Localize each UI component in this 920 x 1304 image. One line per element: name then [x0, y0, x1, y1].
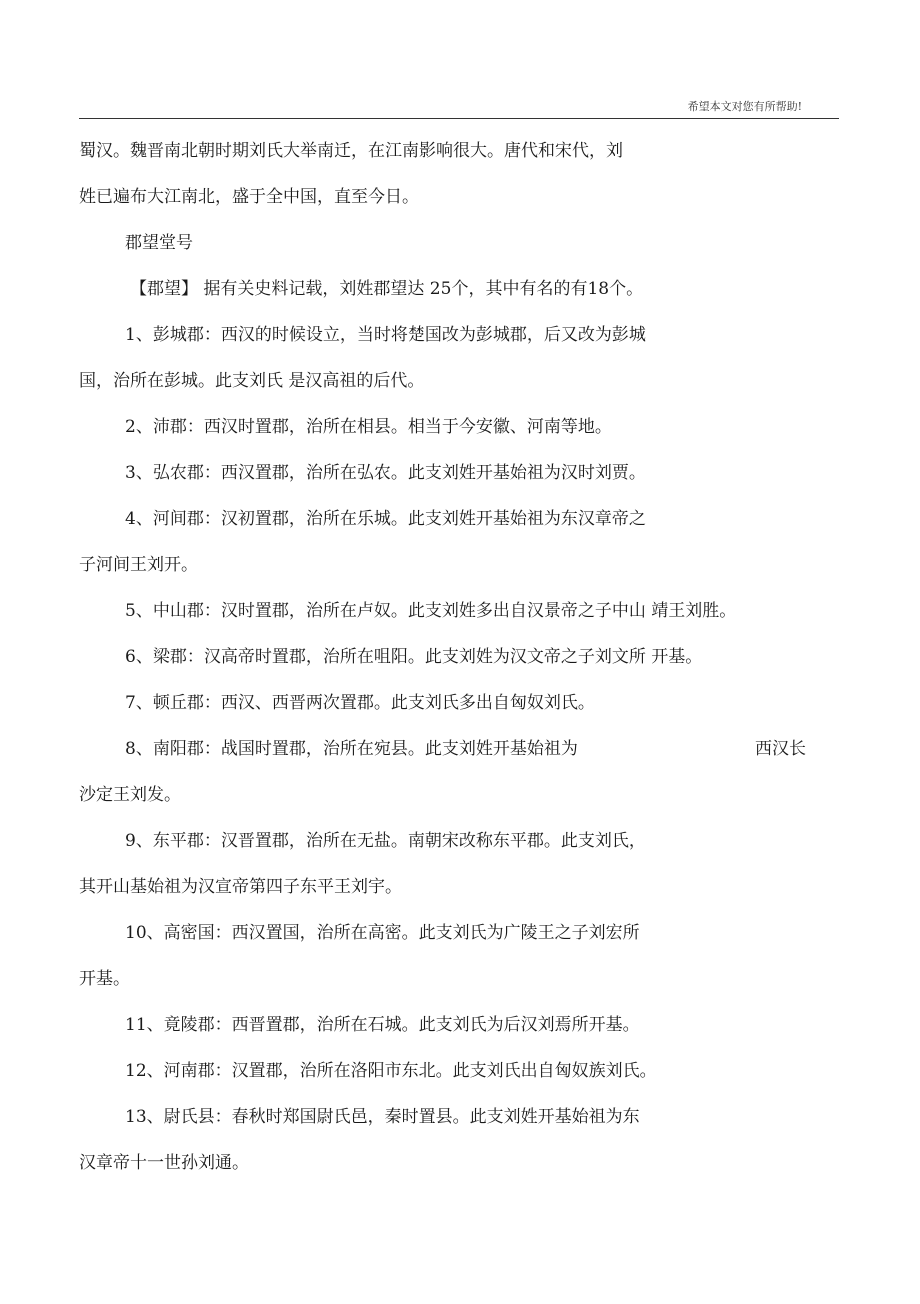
text-line: 12、河南郡：汉置郡，治所在洛阳市东北。此支刘氏出自匈奴族刘氏。: [125, 1061, 657, 1081]
text-line: 1、彭城郡：西汉的时候设立，当时将楚国改为彭城郡，后又改为彭城: [125, 325, 646, 345]
text-line: 5、中山郡：汉时置郡，治所在卢奴。此支刘姓多出自汉景帝之子中山 靖王刘胜。: [125, 601, 737, 621]
text-line: 13、尉氏县：春秋时郑国尉氏邑，秦时置县。此支刘姓开基始祖为东: [125, 1107, 640, 1127]
header-divider: [79, 118, 839, 119]
text-line: 6、梁郡：汉高帝时置郡，治所在咀阳。此支刘姓为汉文帝之子刘文所 开基。: [125, 647, 703, 667]
text-line: 国，治所在彭城。此支刘氏 是汉高祖的后代。: [79, 371, 425, 391]
text-line: 4、河间郡：汉初置郡，治所在乐城。此支刘姓开基始祖为东汉章帝之: [125, 509, 646, 529]
text-line: 3、弘农郡：西汉置郡，治所在弘农。此支刘姓开基始祖为汉时刘贾。: [125, 463, 646, 483]
text-line: 汉章帝十一世孙刘通。: [79, 1153, 249, 1173]
text-line: 沙定王刘发。: [79, 785, 181, 805]
text-line: 子河间王刘开。: [79, 555, 198, 575]
text-line: 西汉长: [755, 739, 806, 759]
text-line: 11、竟陵郡：西晋置郡，治所在石城。此支刘氏为后汉刘焉所开基。: [125, 1015, 640, 1035]
header-note: 希望本文对您有所帮助!: [687, 100, 802, 113]
text-line: 蜀汉。魏晋南北朝时期刘氏大举南迁，在江南影响很大。唐代和宋代，刘: [79, 141, 623, 161]
text-line: 【郡望】 据有关史料记载，刘姓郡望达 25个，其中有名的有18个。: [130, 279, 644, 299]
text-line: 姓已遍布大江南北，盛于全中国，直至今日。: [79, 187, 419, 207]
text-line: 其开山基始祖为汉宣帝第四子东平王刘宇。: [79, 877, 402, 897]
text-line: 开基。: [79, 969, 130, 989]
section-heading: 郡望堂号: [125, 233, 193, 253]
text-line: 2、沛郡：西汉时置郡，治所在相县。相当于今安徽、河南等地。: [125, 417, 612, 437]
text-line: 10、高密国：西汉置国，治所在高密。此支刘氏为广陵王之子刘宏所: [125, 923, 640, 943]
text-line: 7、顿丘郡：西汉、西晋两次置郡。此支刘氏多出自匈奴刘氏。: [125, 693, 595, 713]
text-line: 9、东平郡：汉晋置郡，治所在无盐。南朝宋改称东平郡。此支刘氏，: [125, 831, 646, 851]
text-line: 8、南阳郡：战国时置郡，治所在宛县。此支刘姓开基始祖为: [125, 739, 578, 759]
